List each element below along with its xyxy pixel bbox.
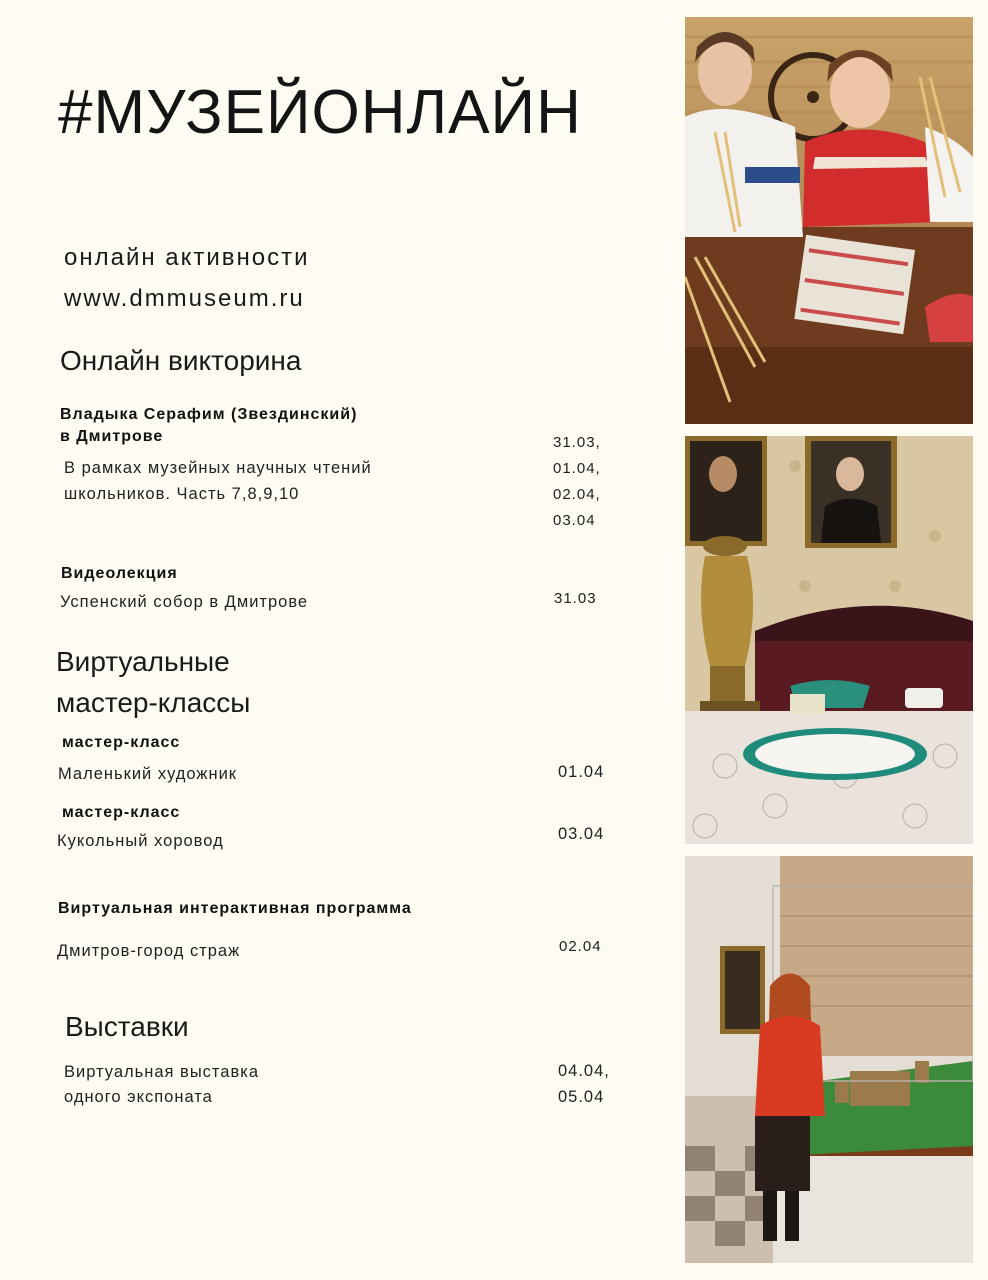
quiz-dates — [553, 430, 601, 534]
photo-samovar-interior — [685, 436, 973, 844]
masterclass-label: мастер-класс — [62, 804, 181, 821]
masterclass-date: 03.04 — [558, 825, 605, 843]
interactive-date: 02.04 — [559, 938, 602, 955]
quiz-desc-line1: В рамках музейных научных чтений — [64, 459, 372, 477]
masterclass-title[interactable]: Кукольный хоровод — [57, 832, 224, 850]
quiz-date: 02.04, — [553, 486, 601, 503]
quiz-desc-line2: школьников. Часть 7,8,9,10 — [64, 485, 300, 503]
masterclasses-heading-line1: Виртуальные — [56, 646, 230, 677]
exhibitions-heading: Выставки — [65, 1011, 189, 1042]
exhibition-date: 05.04 — [558, 1088, 605, 1106]
exhibition-dates — [558, 1058, 610, 1110]
photo-folk-workshop — [685, 17, 973, 424]
subtitle: онлайн активности — [64, 244, 310, 271]
exhibition-title-line2[interactable]: одного экспоната — [64, 1088, 213, 1106]
quiz-title-line1: Владыка Серафим (Звездинский) — [60, 406, 358, 423]
masterclass-title[interactable]: Маленький художник — [58, 765, 238, 783]
masterclass-label: мастер-класс — [62, 734, 181, 751]
lecture-title[interactable]: Успенский собор в Дмитрове — [60, 593, 309, 611]
interactive-title[interactable]: Дмитров-город страж — [57, 942, 241, 960]
lecture-label: Видеолекция — [61, 565, 178, 582]
quiz-date: 01.04, — [553, 460, 601, 477]
exhibition-date: 04.04, — [558, 1062, 610, 1080]
quiz-date: 03.04 — [553, 512, 596, 529]
quiz-heading: Онлайн викторина — [60, 345, 302, 376]
quiz-title-line2: в Дмитрове — [60, 428, 164, 445]
lecture-date: 31.03 — [554, 590, 597, 607]
quiz-date: 31.03, — [553, 434, 601, 451]
masterclass-date: 01.04 — [558, 763, 605, 781]
exhibition-title-line1[interactable]: Виртуальная выставка — [64, 1063, 259, 1081]
website-link[interactable]: www.dmmuseum.ru — [64, 285, 305, 312]
interactive-label: Виртуальная интерактивная программа — [58, 900, 412, 917]
page-title: #МУЗЕЙОНЛАЙН — [58, 78, 582, 147]
photo-museum-model — [685, 856, 973, 1263]
masterclasses-heading-line2: мастер-классы — [56, 687, 251, 718]
